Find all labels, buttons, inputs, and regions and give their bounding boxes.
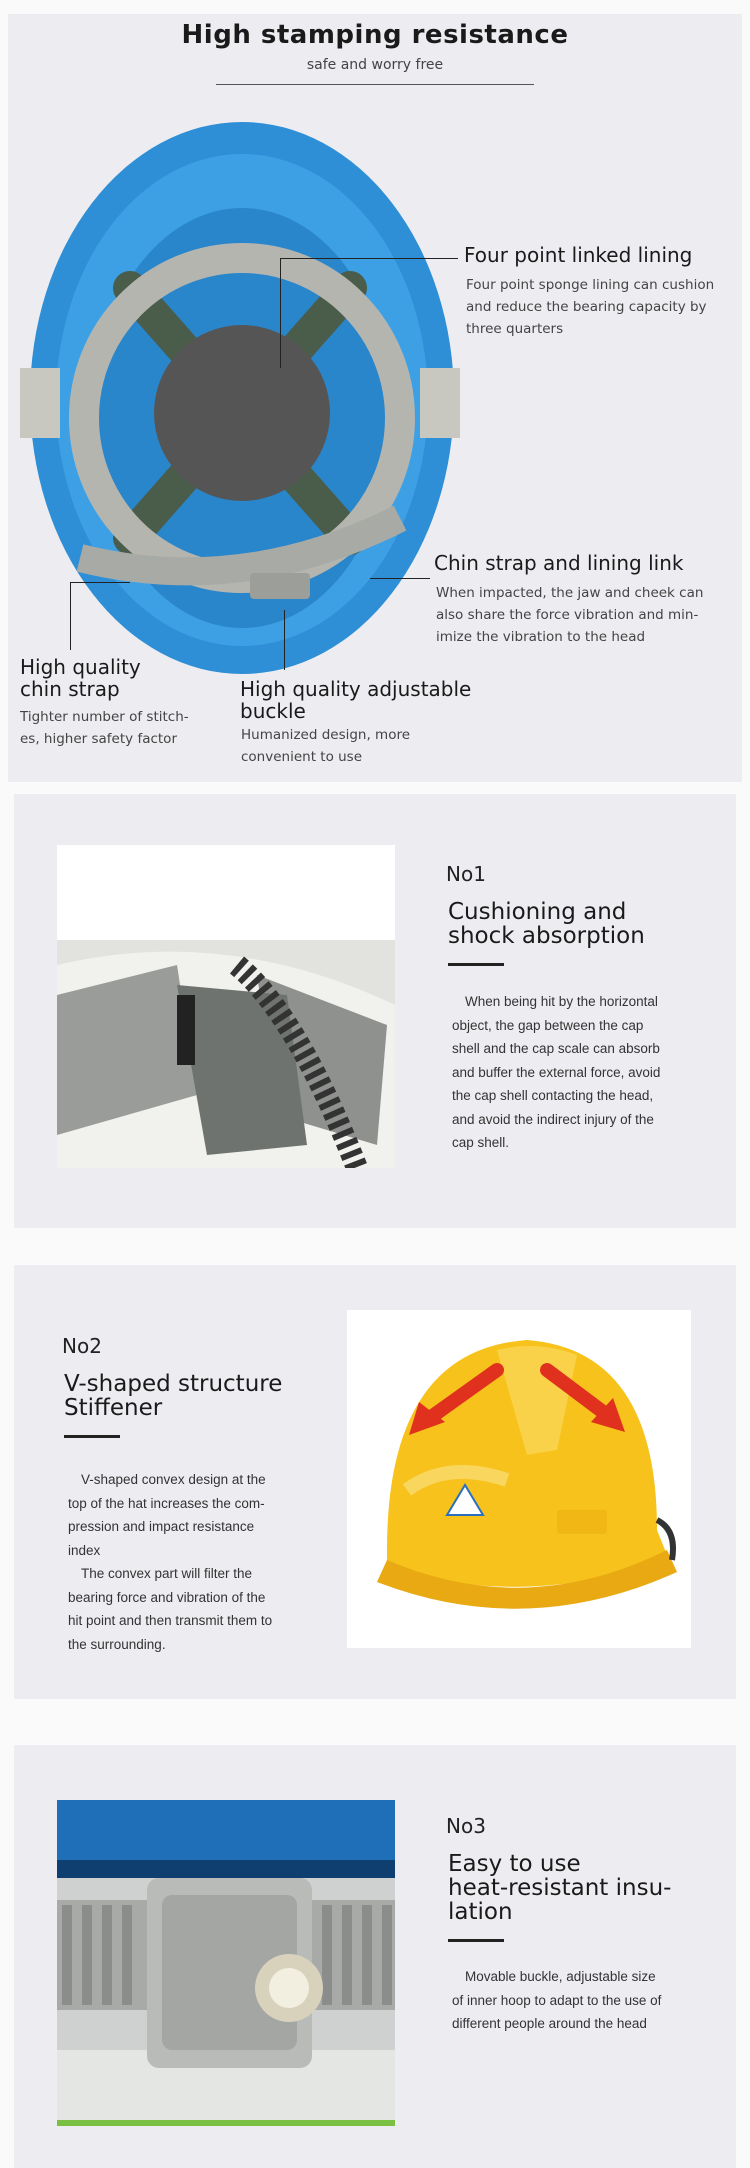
leader-line-chin-h — [70, 582, 130, 583]
section-3-title: Easy to use heat-resistant insu- lation — [448, 1851, 672, 1925]
feature-buckle-desc: Humanized design, more convenient to use — [241, 727, 411, 765]
section-2-bar — [64, 1435, 120, 1438]
section-3-body: Movable buckle, adjustable size of inner hoop to adapt to the use of different people around the head — [452, 1969, 662, 2031]
buckle-photo — [57, 1800, 395, 2126]
feature-chin-desc: Tighter number of stitch- es, higher safety factor — [20, 709, 189, 747]
feature-link-title: Chin strap and lining link — [434, 551, 684, 575]
section-3-image — [57, 1800, 395, 2126]
section-2-body: V-shaped convex design at the top of the hat increases the com- pression and impact resistance index The convex part will filter the bearing force and vibration of the hit point and then transmit them to the surrounding. — [68, 1472, 273, 1652]
section-1-title: Cushioning and shock absorption — [448, 899, 645, 949]
helmet-interior-image — [20, 118, 460, 678]
leader-line-chin — [70, 582, 71, 650]
feature-link-desc: When impacted, the jaw and cheek can also share the force vibration and min- imize the vibration to the head — [436, 585, 704, 645]
feature-chin-title: High quality chin strap — [20, 655, 141, 701]
section-1-number: No1 — [446, 862, 486, 886]
hero-divider — [216, 84, 534, 85]
feature-lining-title: Four point linked lining — [464, 243, 693, 267]
helmet-lining-photo — [57, 845, 395, 1168]
section-3-bar — [448, 1939, 504, 1942]
hero-title: High stamping resistance — [181, 20, 569, 50]
section-1-body: When being hit by the horizontal object, the gap between the cap shell and the cap scale can absorb and buffer the external force, avoid the cap shell contacting the head, and avoid the indirect injury of the cap shell. — [452, 994, 661, 1150]
leader-line-lining — [280, 258, 458, 259]
section-1-image — [57, 845, 395, 1168]
leader-line-buckle — [284, 610, 285, 670]
leader-line-link — [370, 578, 430, 579]
section-2-image — [347, 1310, 691, 1648]
section-3-number: No3 — [446, 1814, 486, 1838]
section-2-number: No2 — [62, 1334, 102, 1358]
section-1-bar — [448, 963, 504, 966]
feature-buckle-title: High quality adjustable buckle — [240, 677, 472, 723]
hero-subtitle: safe and worry free — [306, 57, 444, 73]
yellow-helmet-photo — [347, 1310, 691, 1648]
leader-line-lining-v — [280, 258, 281, 368]
section-2-title: V-shaped structure Stiffener — [64, 1371, 283, 1421]
feature-lining-desc: Four point sponge lining can cushion and reduce the bearing capacity by three quarters — [466, 277, 715, 337]
